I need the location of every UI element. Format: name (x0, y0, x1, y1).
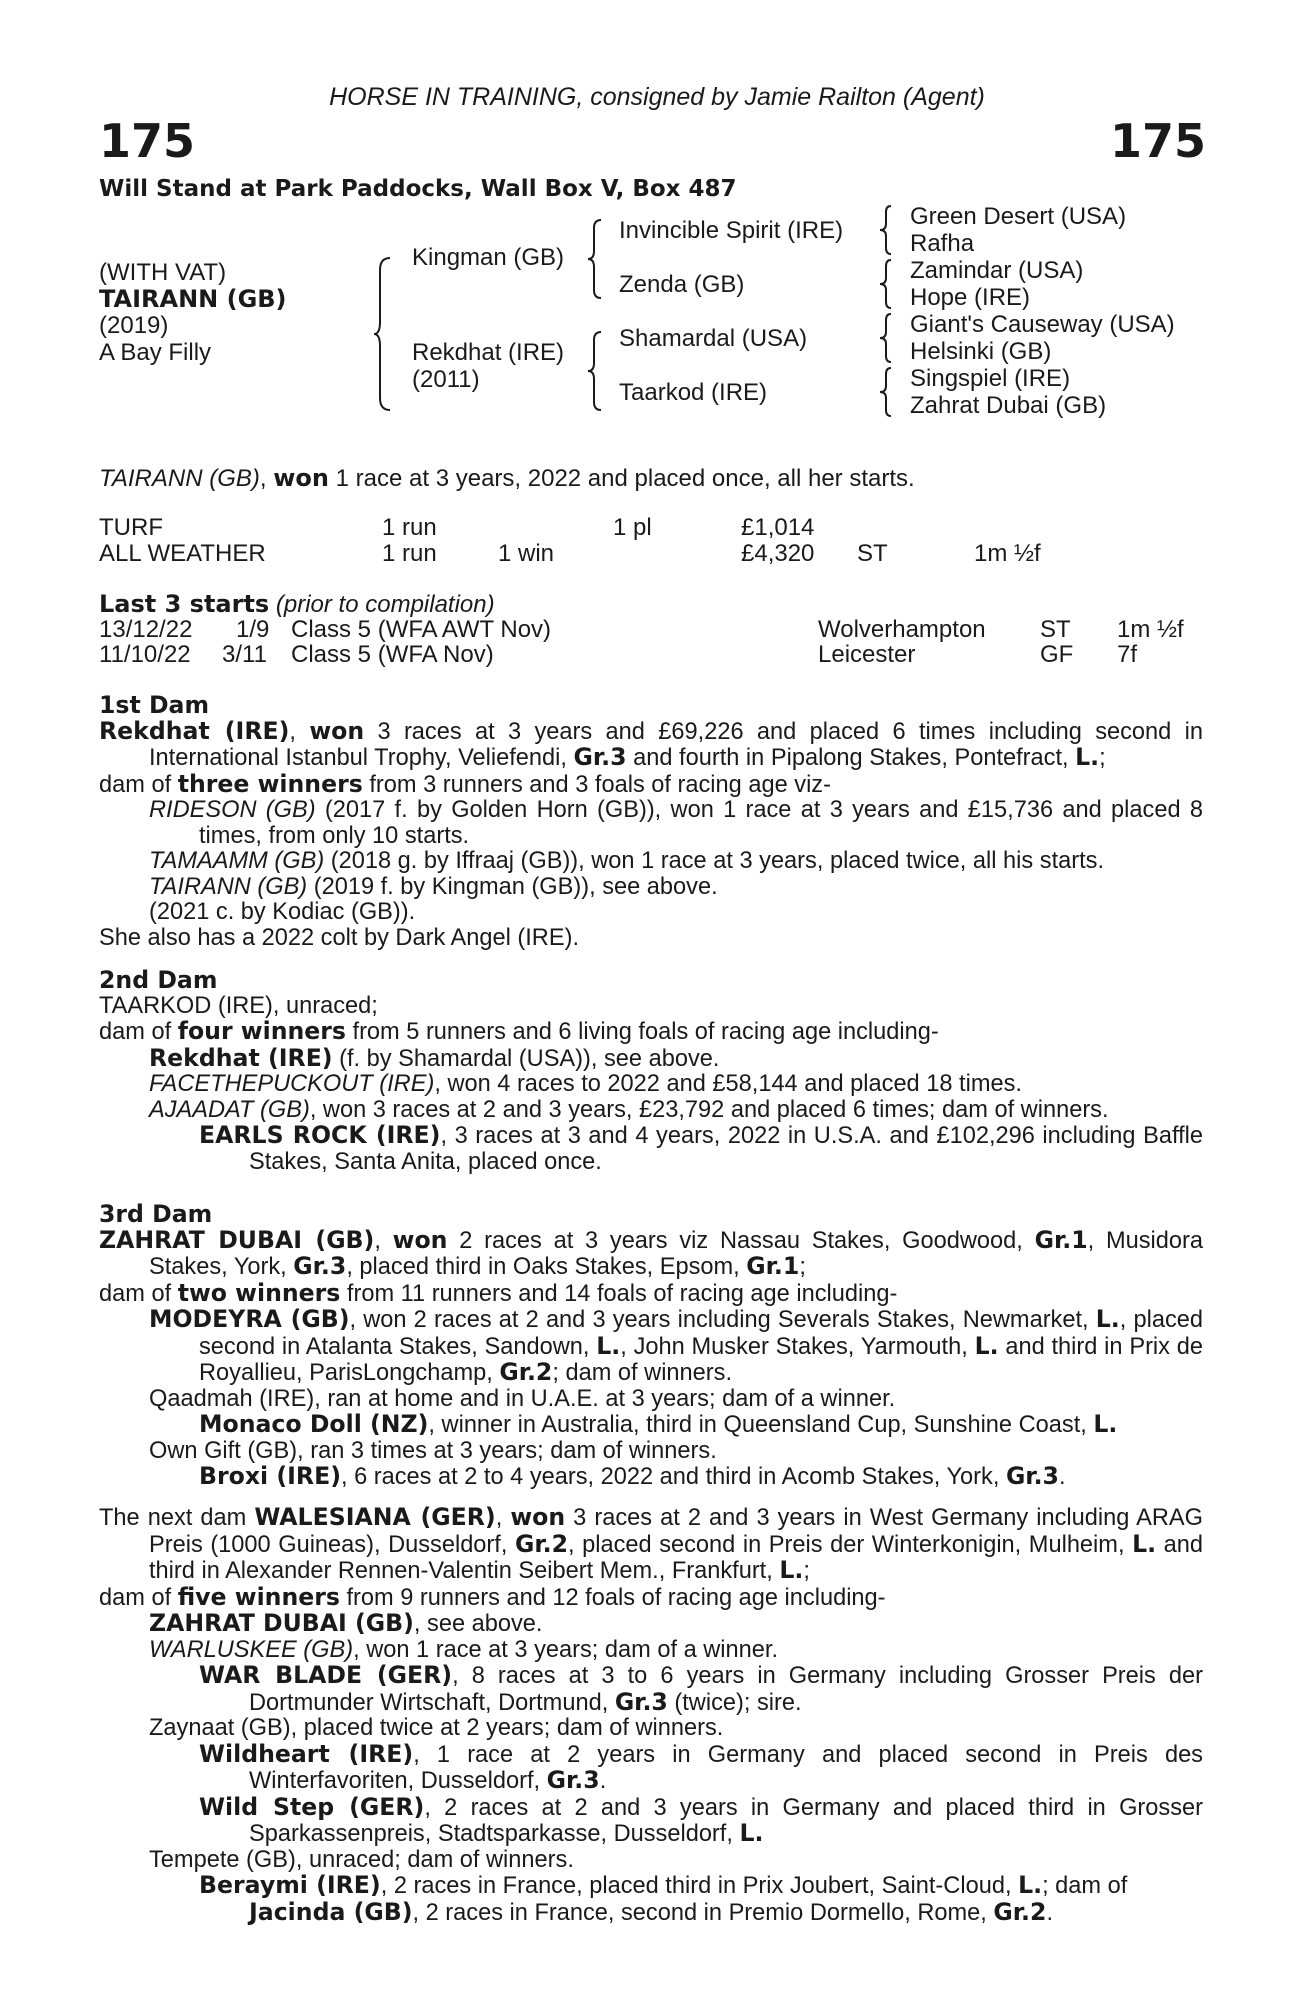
offspring-text: (f. by Shamardal (USA)), see above. (332, 1045, 720, 1072)
offspring-name: RIDESON (GB) (149, 797, 316, 823)
record-prize-1: £1,014 (741, 514, 815, 541)
pedigree-dds: Singspiel (IRE) (910, 365, 1071, 392)
produce-a: dam of (99, 1584, 178, 1611)
pedigree-dam-sire: Shamardal (USA) (619, 325, 808, 352)
offspring-text: (2018 g. by Iffraaj (GB)), won 1 race at 3 years, placed twice, all his starts. (324, 848, 1105, 874)
last-starts-title: Last 3 starts (99, 590, 270, 618)
next-dam-offspring-2 (99, 1638, 1203, 1664)
summary-text: 1 race at 3 years, 2022 and placed once, all her starts. (328, 465, 915, 492)
produce-c: from 9 runners and 12 foals of racing age including- (339, 1584, 886, 1611)
offspring-text: , 3 races at 3 and 4 years, 2022 in U.S.A. and £102,296 including Baffle Stakes, Santa Anita, placed once. (249, 1123, 1204, 1175)
record-text: . (1046, 1899, 1054, 1926)
offspring-name: Broxi (IRE) (199, 1462, 341, 1490)
next-dam-section (99, 1505, 1203, 1926)
vat-note: (WITH VAT) (99, 259, 227, 286)
offspring-name: Wildheart (IRE) (199, 1739, 414, 1768)
produce-a: dam of (99, 1019, 178, 1045)
page-header-title: HORSE IN TRAINING, consigned by Jamie Railton (Agent) (329, 83, 985, 111)
start-class-2: Class 5 (WFA Nov) (291, 641, 494, 668)
pedigree-ds-brace (880, 312, 894, 364)
listed: L. (1095, 1305, 1120, 1333)
third-dam-offspring-1 (99, 1307, 1203, 1387)
pedigree-dsd: Helsinki (GB) (910, 338, 1052, 365)
offspring-name: AJAADAT (GB) (149, 1096, 310, 1123)
stand-location: Will Stand at Park Paddocks, Wall Box V, Box 487 (99, 176, 737, 202)
record-text: , placed third in Oaks Stakes, Epsom, (346, 1254, 747, 1280)
record-text: , see above. (413, 1611, 543, 1637)
next-dam-record: The next dam WALESIANA (GER), won 3 races at 2 and 3 years in West Germany including ARAG Preis (1000 Guineas), Dusseldorf, Gr.2, placed second in Preis der Winterkonigin, Mulheim, L. and third in Alexander Rennen-Valentin Seibert Mem., Frankfurt, L.; (99, 1503, 1204, 1584)
record-text: , won 2 races at 2 and 3 years including Severals Stakes, Newmarket, (349, 1307, 1096, 1333)
pedigree-sire-brace (588, 218, 604, 300)
third-dam-record: ZAHRAT DUBAI (GB), won 2 races at 3 years viz Nassau Stakes, Goodwood, Gr.1, Musidora Stakes, York, Gr.3, placed third in Oaks Stakes, Epsom, Gr.1; (99, 1225, 1203, 1280)
start-distance-1: 1m ½f (1117, 616, 1184, 643)
offspring-name: WARLUSKEE (GB) (149, 1636, 354, 1663)
start-position-2: 3/11 (222, 641, 267, 668)
record-text: , placed second in Atalanta Stakes, Sandown, (199, 1307, 1203, 1360)
offspring-name: Jacinda (GB) (249, 1897, 413, 1926)
record-text: , 2 races in France, second in Premio Dormello, Rome, (412, 1899, 994, 1926)
record-text: ; dam of (1042, 1873, 1128, 1899)
record-text: , Musidora Stakes, York, (149, 1227, 1203, 1280)
grade: Gr.2 (514, 1529, 568, 1558)
produce-c: from 11 runners and 14 foals of racing age including- (340, 1280, 898, 1307)
third-dam-winners: two winners (177, 1278, 341, 1307)
record-text: , won 1 race at 3 years; dam of a winner. (353, 1636, 778, 1663)
grade: Gr.2 (499, 1358, 553, 1386)
first-dam-record: Rekdhat (IRE), won 3 races at 3 years and £69,226 and placed 6 times including second in International Istanbul Trophy, Veliefendi, Gr.3 and fourth in Pipalong Stakes, Pontefract, L.; (99, 716, 1203, 771)
first-dam-text-a: 3 races at 3 years and £69,226 and placed 6 times including second in International Istanbul Trophy, Veliefendi, (149, 718, 1203, 771)
grade: Gr.3 (1005, 1462, 1059, 1490)
start-course-1: Wolverhampton (818, 616, 986, 643)
horse-year: (2019) (99, 312, 169, 339)
second-dam-record: TAARKOD (IRE), unraced; (99, 992, 378, 1019)
summary-horse-name: TAIRANN (GB) (99, 465, 260, 492)
record-wins-2: 1 win (498, 540, 555, 567)
pedigree-dam: Rekdhat (IRE) (412, 339, 565, 366)
offspring-name: EARLS ROCK (IRE) (199, 1121, 441, 1149)
pedigree-ss-brace (880, 204, 894, 256)
horse-name: TAIRANN (GB) (99, 285, 287, 313)
start-going-2: GF (1040, 641, 1074, 668)
next-dam-offspring-5 (99, 1739, 1203, 1795)
next-dam-won: won (510, 1503, 566, 1531)
pedigree-ssd: Rafha (910, 230, 975, 257)
produce-a: dam of (99, 1280, 178, 1307)
first-dam-offspring-3 (99, 875, 1203, 901)
record-text: , John Musker Stakes, Yarmouth, (620, 1333, 975, 1360)
grade: Gr.3 (546, 1766, 600, 1794)
second-dam-winners: four winners (177, 1017, 346, 1045)
first-dam-section (99, 693, 1203, 951)
second-dam-produce-summary (99, 1019, 1203, 1046)
first-dam-name: Rekdhat (IRE) (99, 716, 290, 745)
third-dam-produce-summary (99, 1278, 1203, 1308)
record-text: , 1 race at 2 years in Germany and placed second in Preis des Winterfavoriten, Dusseldorf, (249, 1741, 1203, 1794)
offspring-text: (2019 f. by Kingman (GB)), see above. (307, 873, 718, 900)
pedigree-dam-brace (588, 330, 604, 412)
offspring-name: FACETHEPUCKOUT (IRE) (149, 1071, 435, 1097)
listed: L. (1093, 1410, 1118, 1438)
first-dam-offspring-4: (2021 c. by Kodiac (GB)). (149, 899, 416, 925)
record-text: (twice); sire. (667, 1689, 802, 1716)
summary-won: won (273, 464, 329, 492)
first-dam-listed: L. (1075, 743, 1100, 771)
third-dam-offspring-3 (99, 1412, 1203, 1439)
next-dam-offspring-9 (99, 1897, 1203, 1927)
race-summary: TAIRANN (GB), won 1 race at 3 years, 2022 and placed once, all her starts. (99, 464, 915, 492)
record-text: , 2 races in France, placed third in Prix Joubert, Saint-Cloud, (380, 1873, 1019, 1899)
record-text: , 8 races at 3 to 6 years in Germany including Grosser Preis der Dortmunder Wirtschaft, Dortmund, (249, 1663, 1204, 1716)
next-dam-name: WALESIANA (GER) (254, 1503, 496, 1531)
offspring-name: Rekdhat (IRE) (149, 1043, 333, 1072)
record-text: 2 races at 3 years viz Nassau Stakes, Goodwood, (447, 1227, 1035, 1254)
lot-number-right: 175 (1109, 114, 1206, 168)
third-dam-heading: 3rd Dam (99, 1200, 213, 1228)
offspring-name: TAMAAMM (GB) (149, 848, 325, 874)
start-position-1: 1/9 (236, 616, 270, 643)
first-dam-text-b: and fourth in Pipalong Stakes, Pontefract, (626, 745, 1076, 771)
grade: Gr.3 (293, 1252, 347, 1280)
pedigree-sire: Kingman (GB) (412, 244, 565, 271)
pedigree-dd-brace (880, 366, 894, 418)
next-dam-offspring-3 (99, 1663, 1203, 1716)
grade: Gr.3 (614, 1687, 668, 1716)
pedigree-sds: Zamindar (USA) (910, 257, 1084, 284)
second-dam-offspring-4 (99, 1123, 1203, 1175)
start-class-1: Class 5 (WFA AWT Nov) (291, 616, 552, 643)
offspring-text: (2017 f. by Golden Horn (GB)), won 1 race at 3 years and £15,736 and placed 8 times, from only 10 starts. (199, 797, 1204, 849)
first-dam-heading: 1st Dam (99, 691, 210, 719)
record-surface-2: ALL WEATHER (99, 540, 266, 567)
last-starts-note: (prior to compilation) (275, 591, 495, 618)
next-dam-produce-summary (99, 1582, 1203, 1612)
next-dam-winners: five winners (177, 1582, 340, 1611)
produce-c: from 5 runners and 6 living foals of racing age including- (345, 1019, 939, 1045)
record-text: , winner in Australia, third in Queensland Cup, Sunshine Coast, (428, 1412, 1094, 1438)
first-dam-text-c: ; (1099, 745, 1106, 771)
pedigree-ddd: Zahrat Dubai (GB) (910, 392, 1107, 419)
second-dam-section (99, 968, 1203, 1175)
listed: L. (779, 1556, 804, 1584)
second-dam-offspring-3 (99, 1098, 1203, 1124)
offspring-text: , won 4 races to 2022 and £58,144 and placed 18 times. (434, 1071, 1022, 1097)
pedigree-sire-dam: Zenda (GB) (619, 271, 745, 298)
record-text: . (1058, 1464, 1066, 1490)
horse-description: A Bay Filly (99, 339, 212, 366)
record-text: ; dam of winners. (552, 1360, 733, 1386)
third-dam-offspring-4: Own Gift (GB), ran 3 times at 3 years; dam of winners. (149, 1437, 717, 1464)
first-dam-offspring-2 (99, 849, 1203, 875)
offspring-name: WAR BLADE (GER) (199, 1661, 453, 1689)
start-distance-2: 7f (1117, 641, 1138, 668)
third-dam-name: ZAHRAT DUBAI (GB) (99, 1225, 375, 1254)
record-text: , 6 races at 2 to 4 years, 2022 and third in Acomb Stakes, York, (340, 1464, 1006, 1490)
second-dam-heading: 2nd Dam (99, 966, 218, 994)
pedigree-dam-dam: Taarkod (IRE) (619, 379, 768, 406)
next-dam-offspring-4: Zaynaat (GB), placed twice at 2 years; dam of winners. (149, 1715, 724, 1741)
offspring-name: Monaco Doll (NZ) (199, 1410, 429, 1438)
third-dam-section (99, 1202, 1203, 1491)
pedigree-dam-year: (2011) (412, 366, 480, 393)
first-dam-grade: Gr.3 (573, 743, 627, 771)
pedigree-main-brace (374, 256, 394, 412)
record-places-1: 1 pl (613, 514, 652, 541)
lot-number-left: 175 (99, 114, 196, 168)
record-prize-2: £4,320 (741, 540, 815, 567)
record-distance-2: 1m ½f (974, 540, 1041, 567)
first-dam-won: won (309, 716, 365, 745)
record-text: , 2 races at 2 and 3 years in Germany and placed third in Grosser Sparkassenpreis, Stadtsparkasse, Dusseldorf, (249, 1794, 1203, 1847)
pedigree-sdd: Hope (IRE) (910, 284, 1031, 311)
record-text: and third in Prix de Royallieu, ParisLongchamp, (199, 1333, 1203, 1386)
next-dam-offspring-6 (99, 1792, 1203, 1848)
first-dam-offspring-1 (99, 798, 1203, 849)
listed: L. (974, 1331, 999, 1360)
offspring-name: TAIRANN (GB) (149, 873, 308, 900)
offspring-name: MODEYRA (GB) (149, 1305, 350, 1333)
record-going-2: ST (857, 540, 888, 567)
grade: Gr.1 (746, 1252, 800, 1280)
record-text: 3 races at 2 and 3 years in West Germany including ARAG Preis (1000 Guineas), Dusseldorf, (149, 1505, 1204, 1558)
first-dam-produce-a: dam of (99, 771, 178, 798)
last-starts-heading (99, 591, 495, 618)
record-text: . (599, 1768, 607, 1794)
second-dam-offspring-2 (99, 1072, 1203, 1098)
third-dam-offspring-5 (99, 1464, 1203, 1491)
pedigree-sd-brace (880, 258, 894, 310)
first-dam-note: She also has a 2022 colt by Dark Angel (IRE). (99, 924, 579, 951)
second-dam-offspring-1 (99, 1043, 1203, 1073)
record-runs-2: 1 run (382, 540, 437, 567)
record-text: , placed second in Preis der Winterkonigin, Mulheim, (568, 1531, 1133, 1558)
start-going-1: ST (1040, 616, 1071, 643)
start-date-1: 13/12/22 (99, 616, 193, 643)
record-text: and third in Alexander Rennen-Valentin Seibert Mem., Frankfurt, (149, 1531, 1204, 1584)
pedigree-dss: Giant's Causeway (USA) (910, 311, 1175, 338)
pedigree-sire-sire: Invincible Spirit (IRE) (619, 217, 844, 244)
record-text: ; (799, 1254, 806, 1280)
record-runs-1: 1 run (382, 514, 437, 541)
start-course-2: Leicester (818, 641, 916, 668)
listed: L. (739, 1819, 764, 1847)
listed: L. (596, 1331, 621, 1360)
pedigree-sss: Green Desert (USA) (910, 203, 1127, 230)
offspring-name: Wild Step (GER) (199, 1792, 425, 1821)
record-text: The next dam (99, 1505, 255, 1531)
next-dam-offspring-1 (99, 1611, 1203, 1638)
third-dam-offspring-2: Qaadmah (IRE), ran at home and in U.A.E. at 3 years; dam of a winner. (149, 1385, 896, 1412)
grade: Gr.1 (1034, 1225, 1088, 1254)
record-surface-1: TURF (99, 514, 163, 541)
first-dam-produce-summary (99, 769, 1203, 799)
next-dam-offspring-8 (99, 1873, 1203, 1900)
listed: L. (1132, 1529, 1157, 1558)
next-dam-offspring-7: Tempete (GB), unraced; dam of winners. (149, 1846, 574, 1873)
listed: L. (1018, 1871, 1043, 1899)
offspring-text: , won 3 races at 2 and 3 years, £23,792 and placed 6 times; dam of winners. (309, 1096, 1109, 1123)
offspring-name: Beraymi (IRE) (199, 1871, 381, 1899)
start-date-2: 11/10/22 (99, 641, 191, 668)
offspring-name: ZAHRAT DUBAI (GB) (149, 1609, 414, 1637)
first-dam-produce-c: from 3 runners and 3 foals of racing age viz- (362, 771, 831, 798)
record-text: ; (803, 1558, 810, 1584)
first-dam-winners: three winners (177, 769, 363, 798)
grade: Gr.2 (993, 1897, 1047, 1926)
third-dam-won: won (392, 1225, 448, 1254)
